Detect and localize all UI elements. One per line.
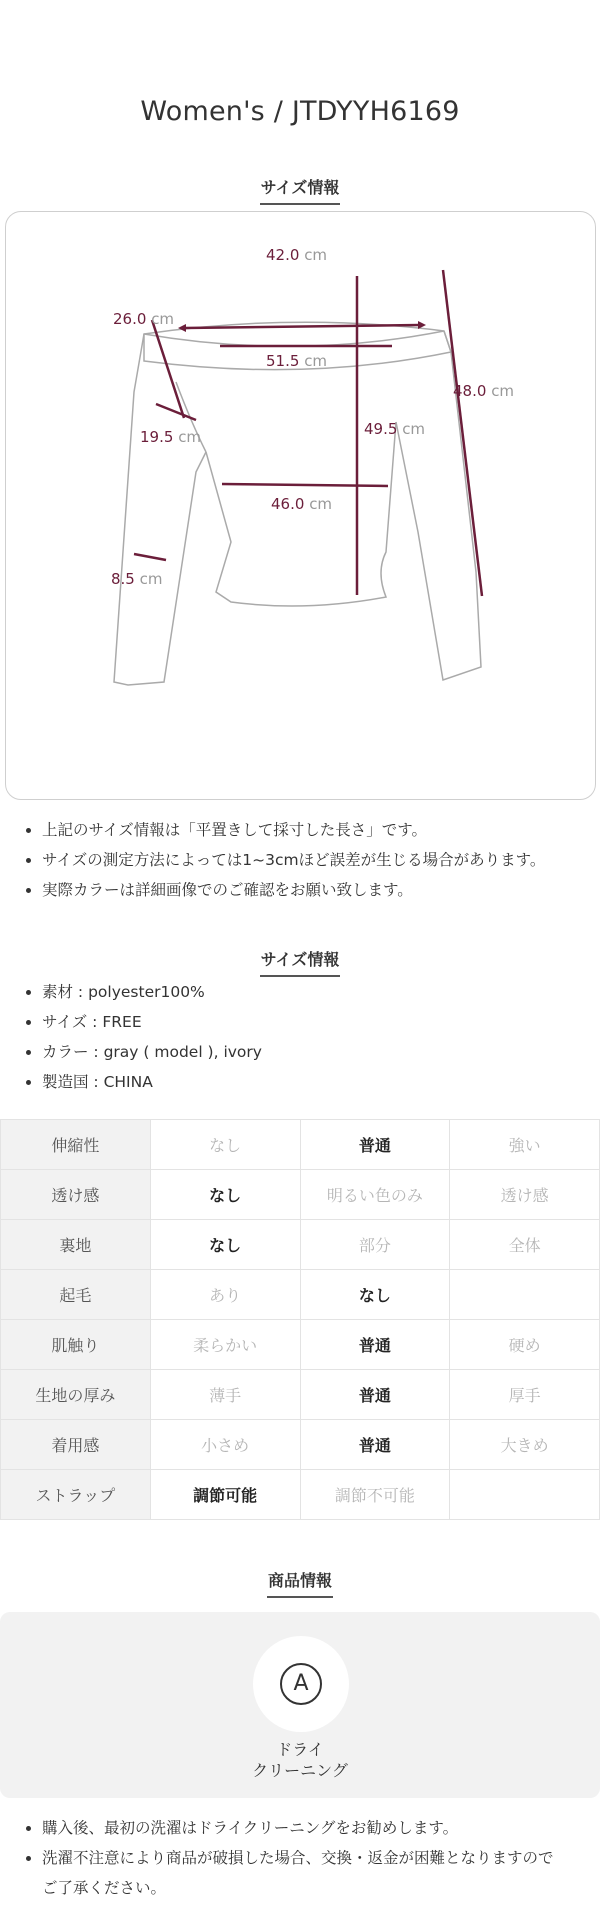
attribute-option: 調節可能 [150,1470,300,1520]
table-row [1,1370,600,1420]
attribute-option: 厚手 [450,1370,600,1420]
list-item: • サイズ : FREE [42,1007,262,1037]
attribute-option: なし [150,1220,300,1270]
table-row [1,1270,600,1320]
list-item: • 素材 : polyester100% [42,977,262,1007]
attribute-option: 普通 [300,1120,450,1170]
chest-measure: 51.5 cm [266,352,328,370]
list-item: • 洗濯不注意により商品が破損した場合、交換・返金が困難となりますので [42,1843,554,1873]
attribute-option: 普通 [300,1420,450,1470]
attribute-label: 透け感 [1,1170,151,1220]
sleeve-measure: 26.0 cm [113,310,175,328]
shoulder-measure: 42.0 cm [266,246,328,264]
care-notes-list [42,1813,554,1903]
attribute-label: 着用感 [1,1420,151,1470]
attribute-option: あり [150,1270,300,1320]
spec-list [42,977,262,1097]
size-diagram [5,211,596,800]
table-row [1,1420,600,1470]
total-length-measure: 48.0 cm [453,382,515,400]
cuff-measure: 8.5 cm [111,570,163,588]
attribute-label: 裏地 [1,1220,151,1270]
table-row [1,1170,600,1220]
table-row [1,1220,600,1270]
arm-width-measure: 19.5 cm [140,428,202,446]
body-length-measure: 49.5 cm [364,420,426,438]
care-label-line1: ドライ [276,1740,324,1759]
attribute-label: ストラップ [1,1470,151,1520]
attribute-option: なし [150,1120,300,1170]
page-title: Women's / JTDYYH6169 [140,96,460,127]
list-item: • 実際カラーは詳細画像でのご確認をお願い致します。 [42,875,545,905]
attribute-label: 伸縮性 [1,1120,151,1170]
list-item: • カラー : gray ( model ), ivory [42,1037,262,1067]
attribute-option [450,1270,600,1320]
attribute-option: 柔らかい [150,1320,300,1370]
list-item: • サイズの測定方法によっては1~3cmほど誤差が生じる場合があります。 [42,845,545,875]
attribute-label: 生地の厚み [1,1370,151,1420]
attribute-option: なし [150,1170,300,1220]
product-info-heading: 商品情報 [0,1568,600,1598]
hem-measure: 46.0 cm [271,495,333,513]
size-notes-list [42,815,545,905]
attribute-option: 硬め [450,1320,600,1370]
attribute-option: 普通 [300,1370,450,1420]
list-item: • 製造国 : CHINA [42,1067,262,1097]
list-item: ご了承ください。 [42,1879,167,1897]
fabric-attributes-table [0,1119,600,1520]
attribute-option: 調節不可能 [300,1470,450,1520]
attribute-option: 小さめ [150,1420,300,1470]
table-row [1,1320,600,1370]
dry-clean-circle-icon: A [280,1663,322,1705]
list-item: • 購入後、最初の洗濯はドライクリーニングをお勧めします。 [42,1813,554,1843]
care-instructions-panel [0,1612,600,1798]
care-icon-container [253,1636,349,1732]
list-item: • 上記のサイズ情報は「平置きして採寸した長さ」です。 [42,815,545,845]
attribute-option: 部分 [300,1220,450,1270]
attribute-option: 強い [450,1120,600,1170]
attribute-option: 透け感 [450,1170,600,1220]
attribute-option: なし [300,1270,450,1320]
size-info-heading: サイズ情報 [0,175,600,205]
attribute-option: 全体 [450,1220,600,1270]
care-label-line2: クリーニング [252,1761,348,1780]
attribute-label: 肌触り [1,1320,151,1370]
attribute-option [450,1470,600,1520]
attribute-option: 薄手 [150,1370,300,1420]
attribute-label: 起毛 [1,1270,151,1320]
attribute-option: 普通 [300,1320,450,1370]
material-info-heading: サイズ情報 [0,947,600,977]
table-row [1,1120,600,1170]
attribute-option: 明るい色のみ [300,1170,450,1220]
table-row [1,1470,600,1520]
attribute-option: 大きめ [450,1420,600,1470]
